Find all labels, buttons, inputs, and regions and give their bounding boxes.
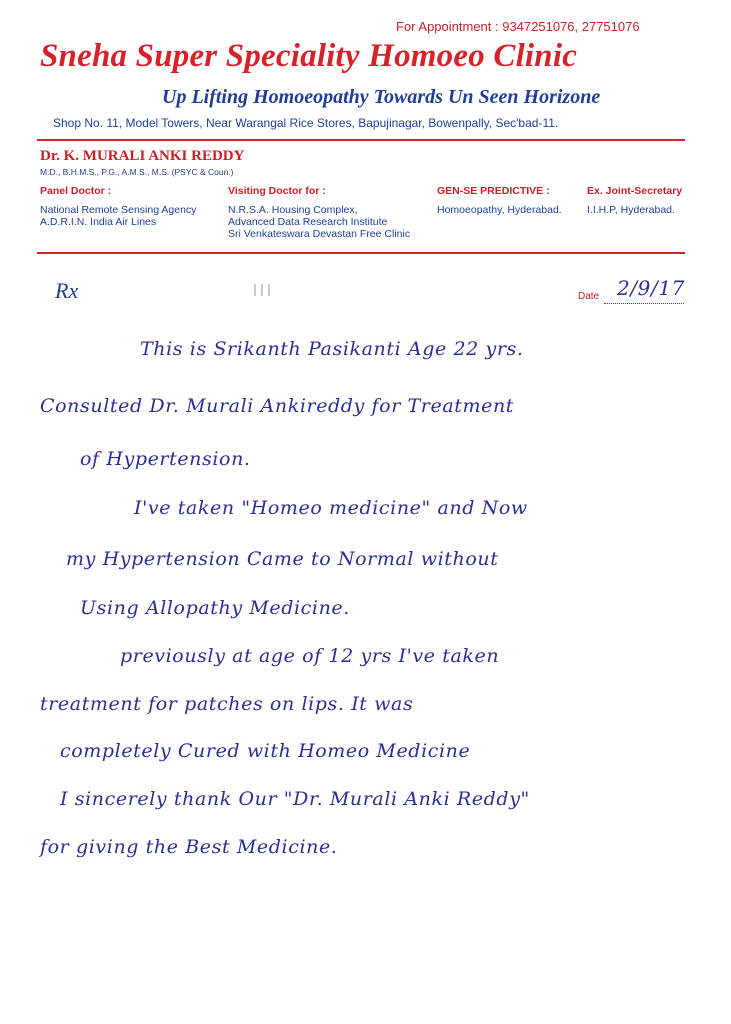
doctor-qualifications: M.D., B.H.M.S., P.G., A.M.S., M.S. (PSYC & Coun.) <box>40 167 234 177</box>
clinic-tagline: Up Lifting Homoeopathy Towards Un Seen Horizone <box>162 86 601 108</box>
appointment-numbers: For Appointment : 9347251076, 27751076 <box>396 19 640 34</box>
affiliation-heading: Visiting Doctor for : <box>228 185 326 197</box>
affiliation-heading: GEN-SE PREDICTIVE : <box>437 185 550 197</box>
header-divider <box>37 139 685 141</box>
date-line <box>604 303 684 304</box>
letter-line: completely Cured with Homeo Medicine <box>60 740 471 762</box>
letter-line: treatment for patches on lips. It was <box>40 693 414 715</box>
letter-line: This is Srikanth Pasikanti Age 22 yrs. <box>140 338 524 360</box>
affiliation-line: I.I.H.P, Hyderabad. <box>587 204 675 216</box>
affiliation-visiting-doctor <box>228 185 410 240</box>
date-value: 2/9/17 <box>617 276 685 300</box>
affiliation-heading: Ex. Joint-Secretary <box>587 185 683 197</box>
affiliation-gen-se <box>437 185 562 216</box>
affiliation-heading: Panel Doctor : <box>40 185 112 197</box>
letter-line: I've taken "Homeo medicine" and Now <box>134 497 528 519</box>
clinic-name: Sneha Super Speciality Homoeo Clinic <box>40 38 578 74</box>
affiliation-line: A.D.R.I.N. India Air Lines <box>40 216 157 228</box>
letter-line: my Hypertension Came to Normal without <box>66 548 499 570</box>
doctor-name: Dr. K. MURALI ANKI REDDY <box>40 148 245 164</box>
affiliation-line: Advanced Data Research Institute <box>228 216 388 228</box>
affiliation-line: N.R.S.A. Housing Complex, <box>228 204 358 216</box>
letter-line: of Hypertension. <box>80 448 251 470</box>
letter-line: for giving the Best Medicine. <box>40 836 338 858</box>
affiliation-joint-secretary <box>587 185 682 216</box>
clinic-address: Shop No. 11, Model Towers, Near Warangal Rice Stores, Bapujinagar, Bowenpally, Sec'bad-11. <box>53 116 559 130</box>
section-divider <box>37 252 685 254</box>
affiliation-line: National Remote Sensing Agency <box>40 204 197 216</box>
letter-line: I sincerely thank Our "Dr. Murali Anki Reddy" <box>60 788 530 810</box>
affiliation-line: Homoeopathy, Hyderabad. <box>437 204 562 216</box>
letter-line: Consulted Dr. Murali Ankireddy for Treatment <box>40 395 515 417</box>
affiliation-line: Sri Venkateswara Devastan Free Clinic <box>228 228 411 240</box>
date-label: Date <box>578 291 600 302</box>
faint-marks <box>254 283 294 299</box>
affiliation-panel-doctor <box>40 185 196 228</box>
letter-line: previously at age of 12 yrs I've taken <box>120 645 500 667</box>
letter-line: Using Allopathy Medicine. <box>80 597 350 619</box>
rx-symbol: Rx <box>55 278 79 303</box>
